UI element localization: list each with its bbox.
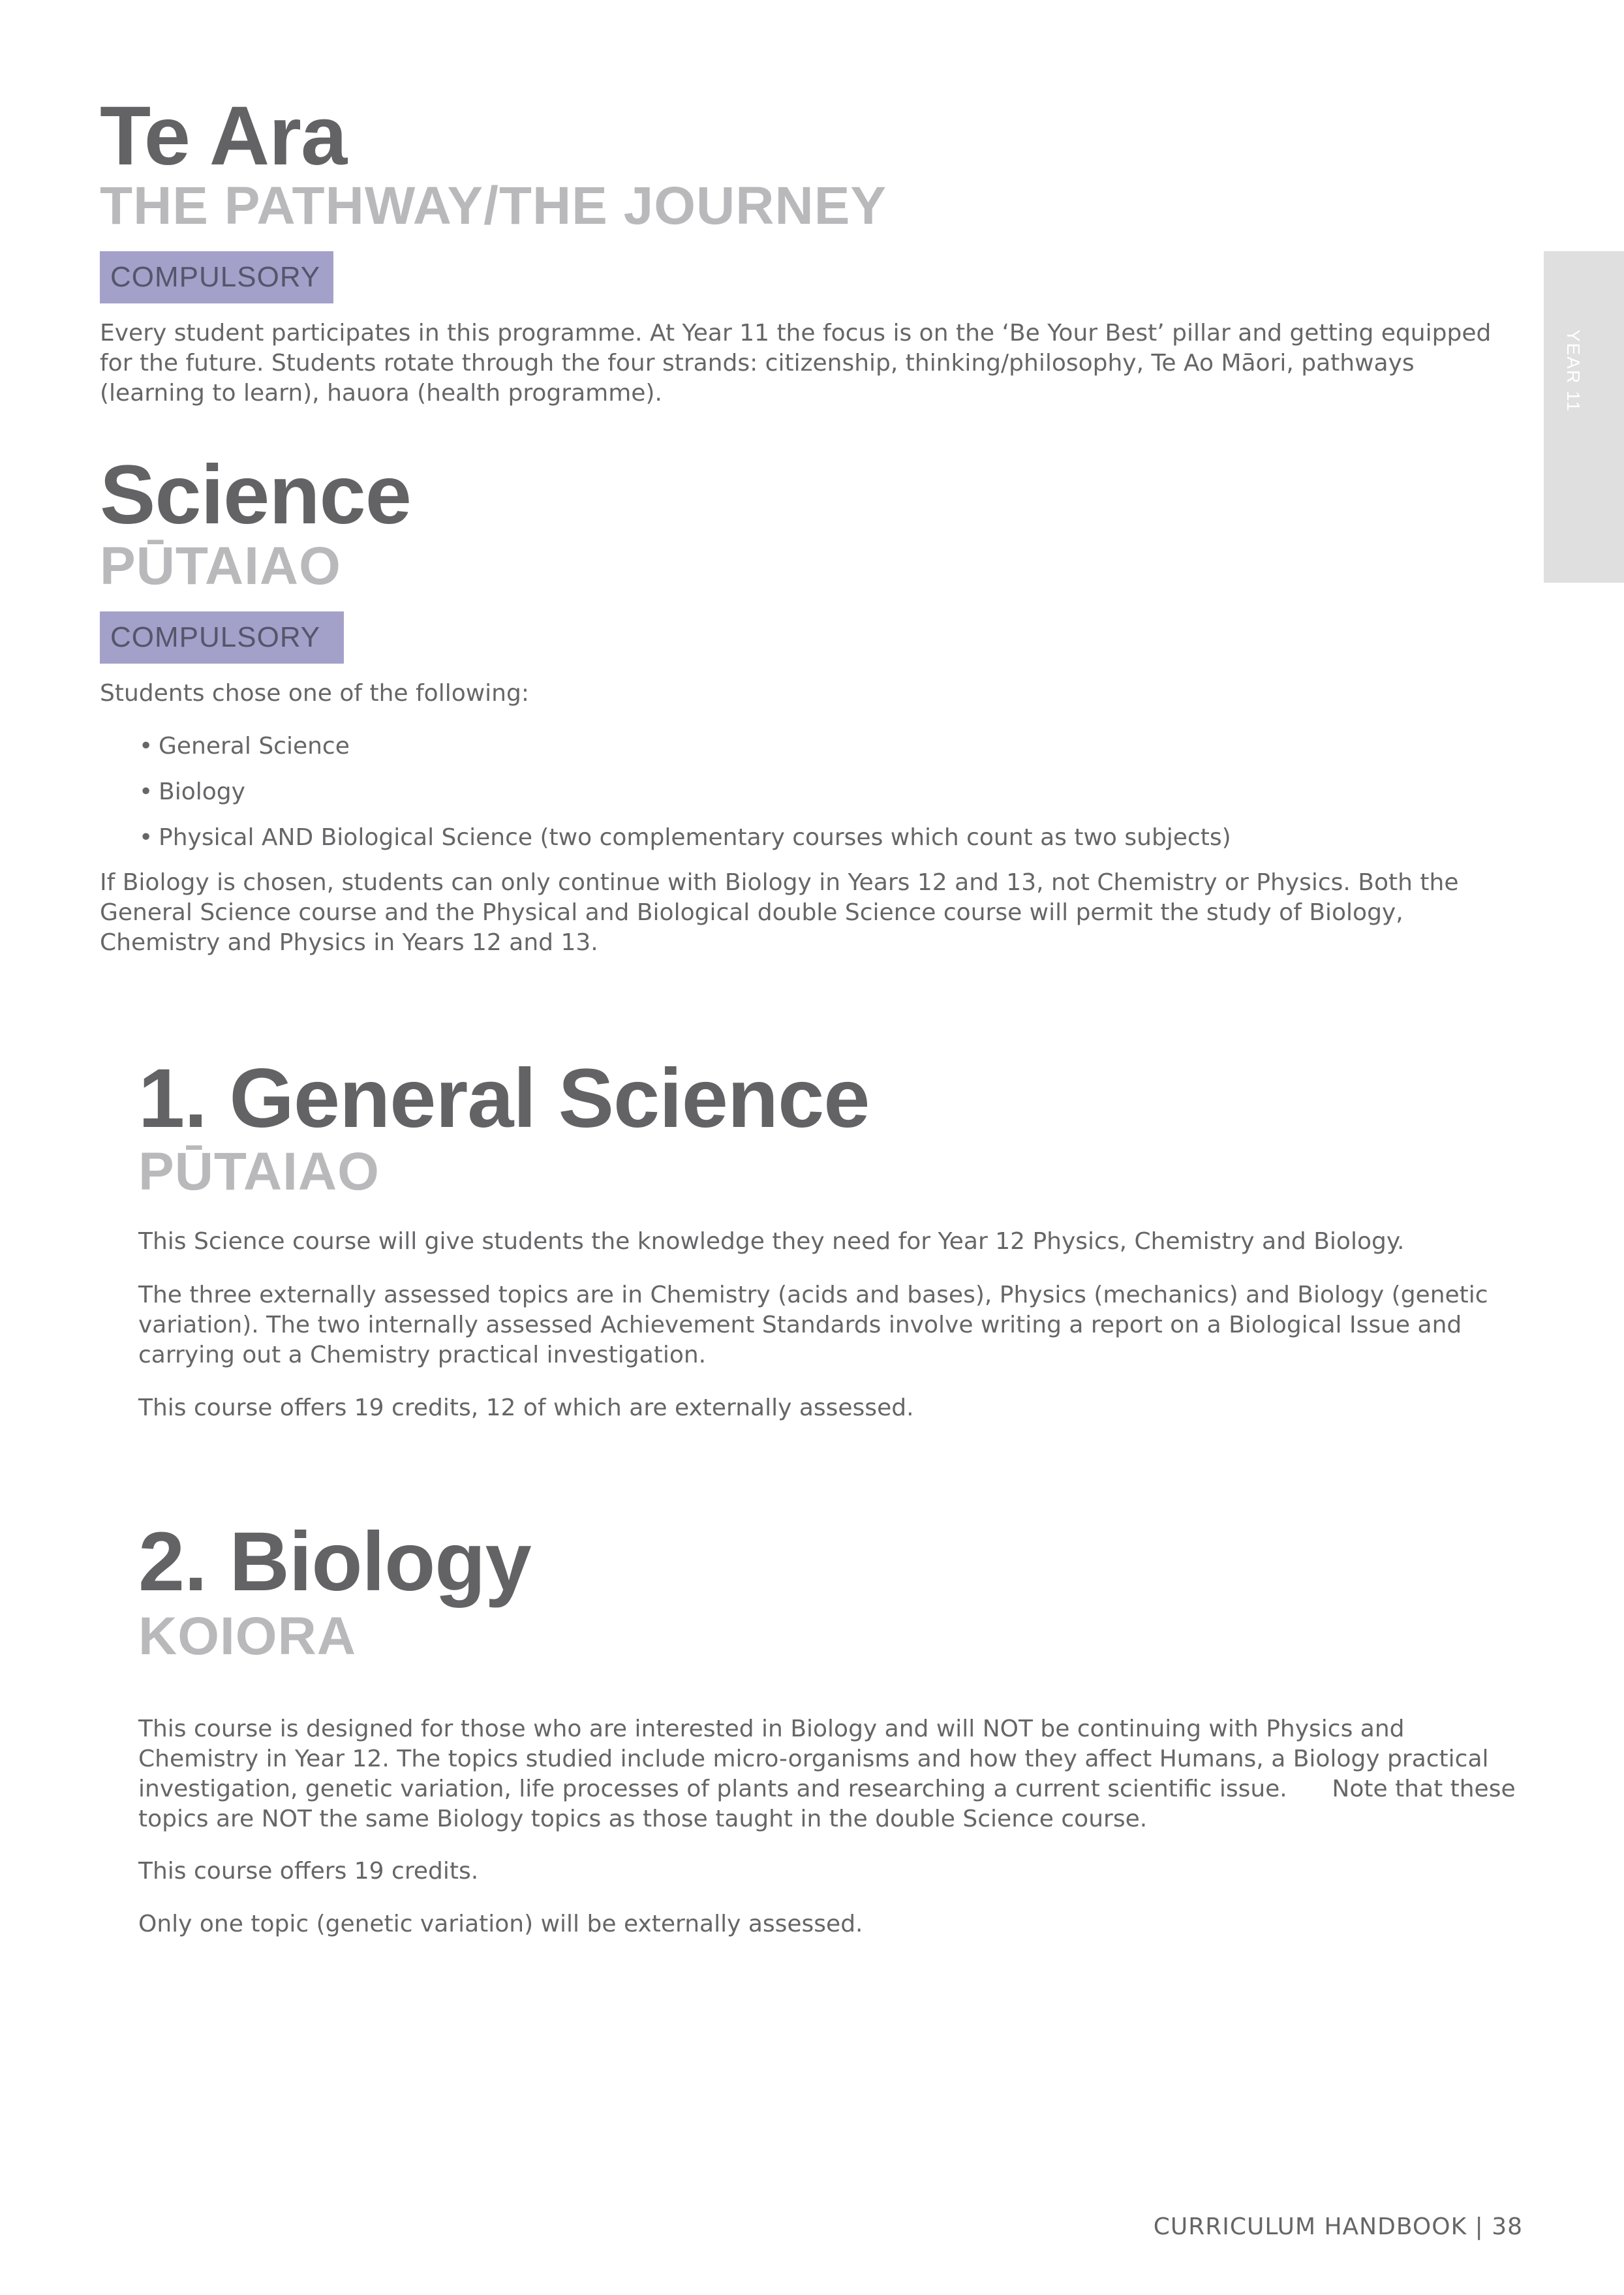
general-science-title: 1. General Science [138,1052,870,1145]
year-side-tab [1544,251,1624,583]
general-science-paragraph-3: This course offers 19 credits, 12 of which are externally assessed. [138,1394,914,1421]
list-item: • Physical AND Biological Science (two complementary courses which count as two subjects) [139,823,1509,853]
general-science-paragraph-2: The three externally assessed topics are in Chemistry (acids and bases), Physics (mechanics) and Biology (genetic variation). The two internally assessed Achievement Standards involve writing a report on a Biological Issue and carrying out a Chemistry practical investigation. [138,1282,1488,1368]
bullet-icon: • [139,824,153,851]
science-compulsory-badge: COMPULSORY [100,611,344,664]
biology-paragraph-3: Only one topic (genetic variation) will be externally assessed. [138,1911,863,1937]
science-subtitle: PŪTAIAO [100,536,341,596]
general-science-subtitle: PŪTAIAO [138,1142,380,1201]
list-item: • Biology [139,777,1509,807]
science-intro: Students chose one of the following: [100,680,529,707]
science-note: If Biology is chosen, students can only continue with Biology in Years 12 and 13, not Chemistry or Physics. Both the General Science course and the Physical and Biological double Science course will permit the study of Biology, Chemistry and Physics in Years 12 and 13. [100,869,1459,956]
page-footer: CURRICULUM HANDBOOK | 38 [1153,2213,1523,2240]
year-side-tab-label: YEAR 11 [1563,330,1584,413]
list-item: • General Science [139,732,1509,762]
bullet-icon: • [139,778,153,805]
science-options-list [139,732,1509,869]
general-science-paragraph-1: This Science course will give students the knowledge they need for Year 12 Physics, Chemistry and Biology. [138,1228,1405,1255]
biology-paragraph-1: This course is designed for those who are interested in Biology and will NOT be continuing with Physics and Chemistry in Year 12. The topics studied include micro-organisms and how they affect Humans, a Biology practical investigation, genetic variation, life processes of plants and researching a current scientific issue. Note that these topics are NOT the same Biology topics as those taught in the double Science course. [138,1716,1524,1832]
te-ara-subtitle: THE PATHWAY/THE JOURNEY [100,176,887,236]
biology-paragraph-2: This course offers 19 credits. [138,1858,479,1885]
science-title: Science [100,448,411,542]
biology-subtitle: KOIORA [138,1607,356,1666]
te-ara-description: Every student participates in this programme. At Year 11 the focus is on the ‘Be Your Best’ pillar and getting equipped for the future. Students rotate through the four strands: citizenship, thinking/philosophy, Te Ao Māori, pathways (learning to learn), hauora (health programme). [100,320,1492,407]
te-ara-title: Te Ara [100,89,347,183]
te-ara-compulsory-badge: COMPULSORY [100,251,333,303]
bullet-icon: • [139,733,153,760]
biology-title: 2. Biology [138,1515,531,1609]
